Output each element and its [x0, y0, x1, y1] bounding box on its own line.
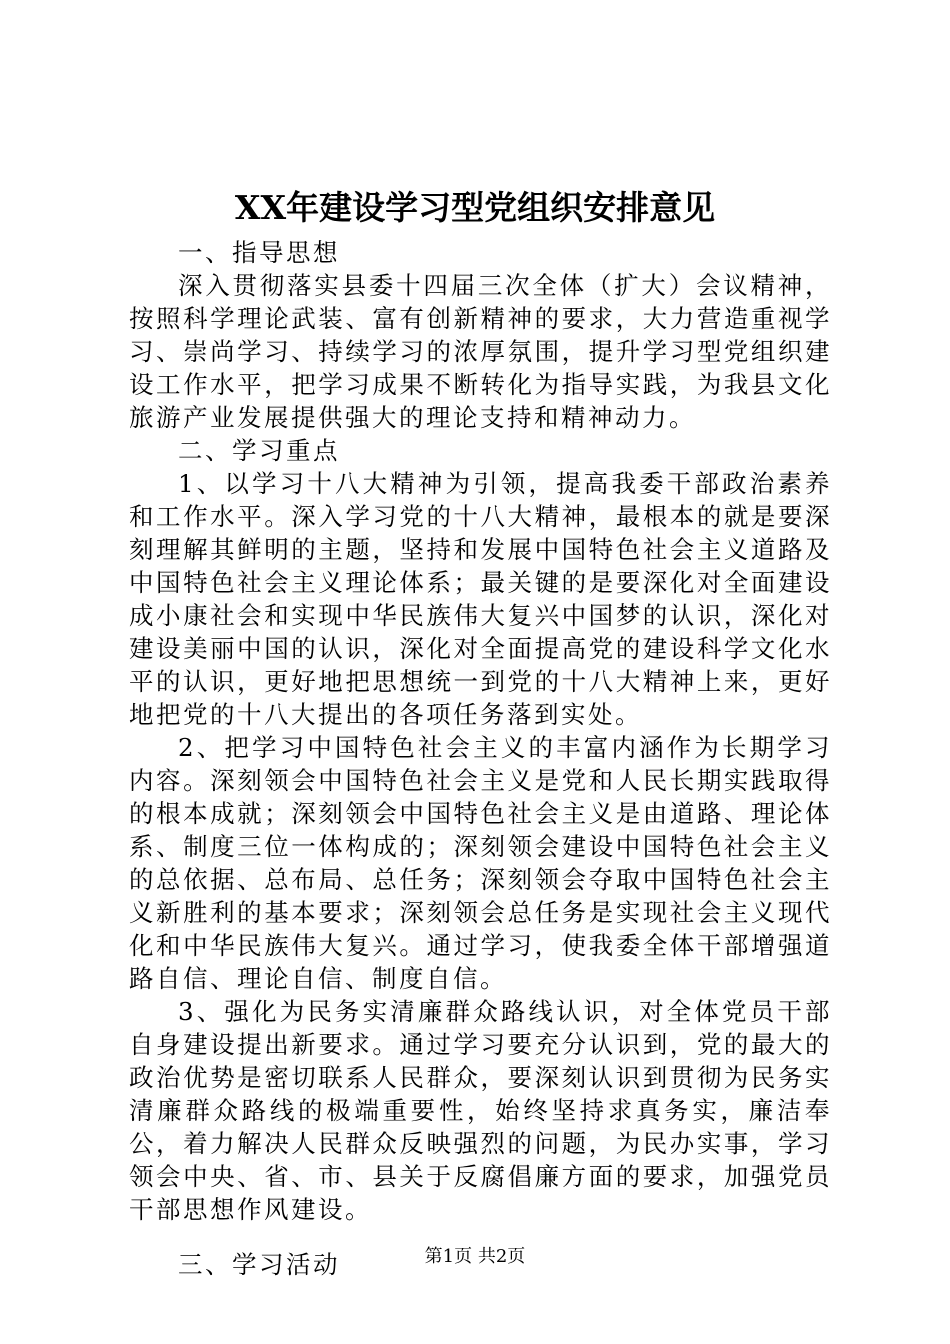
section-heading-study-focus: 二、学习重点: [178, 436, 340, 465]
section-heading-guiding-thought: 一、指导思想: [178, 238, 340, 267]
paragraph-study-focus-2: 2、把学习中国特色社会主义的丰富内涵作为长期学习内容。深刻领会中国特色社会主义是党和人民长期实践取得的根本成就；深刻领会中国特色社会主义是由道路、理论体系、制度三位一体构成的；深刻领会建设中国特色社会主义的总依据、总布局、总任务；深刻领会夺取中国特色社会主义新胜利的基本要求；深刻领会总任务是实现社会主义现代化和中华民族伟大复兴。通过学习，使我委全体干部增强道路自信、理论自信、制度自信。: [129, 733, 832, 993]
document-body: [129, 236, 832, 1281]
paragraph-guiding-thought: 深入贯彻落实县委十四届三次全体（扩大）会议精神，按照科学理论武装、富有创新精神的要求，大力营造重视学习、崇尚学习、持续学习的浓厚氛围，提升学习型党组织建设工作水平，把学习成果不断转化为指导实践，为我县文化旅游产业发展提供强大的理论支持和精神动力。: [129, 271, 832, 432]
page-number-footer: 第1页 共2页: [424, 1246, 526, 1267]
paragraph-study-focus-3: 3、强化为民务实清廉群众路线认识，对全体党员干部自身建设提出新要求。通过学习要充分认识到，党的最大的政治优势是密切联系人民群众，要深刻认识到贯彻为民务实清廉群众路线的极端重要性，始终坚持求真务实，廉洁奉公，着力解决人民群众反映强烈的问题，为民办实事，学习领会中央、省、市、县关于反腐倡廉方面的要求，加强党员干部思想作风建设。: [129, 997, 832, 1224]
paragraph-study-focus-1: 1、以学习十八大精神为引领，提高我委干部政治素养和工作水平。深入学习党的十八大精神，最根本的就是要深刻理解其鲜明的主题，坚持和发展中国特色社会主义道路及中国特色社会主义理论体系；最关键的是要深化对全面建设成小康社会和实现中华民族伟大复兴中国梦的认识，深化对建设美丽中国的认识，深化对全面提高党的建设科学文化水平的认识，更好地把思想统一到党的十八大精神上来，更好地把党的十八大提出的各项任务落到实处。: [129, 469, 832, 729]
section-heading-study-activities: 三、学习活动: [178, 1250, 340, 1279]
document-title: XX年建设学习型党组织安排意见: [234, 188, 716, 227]
